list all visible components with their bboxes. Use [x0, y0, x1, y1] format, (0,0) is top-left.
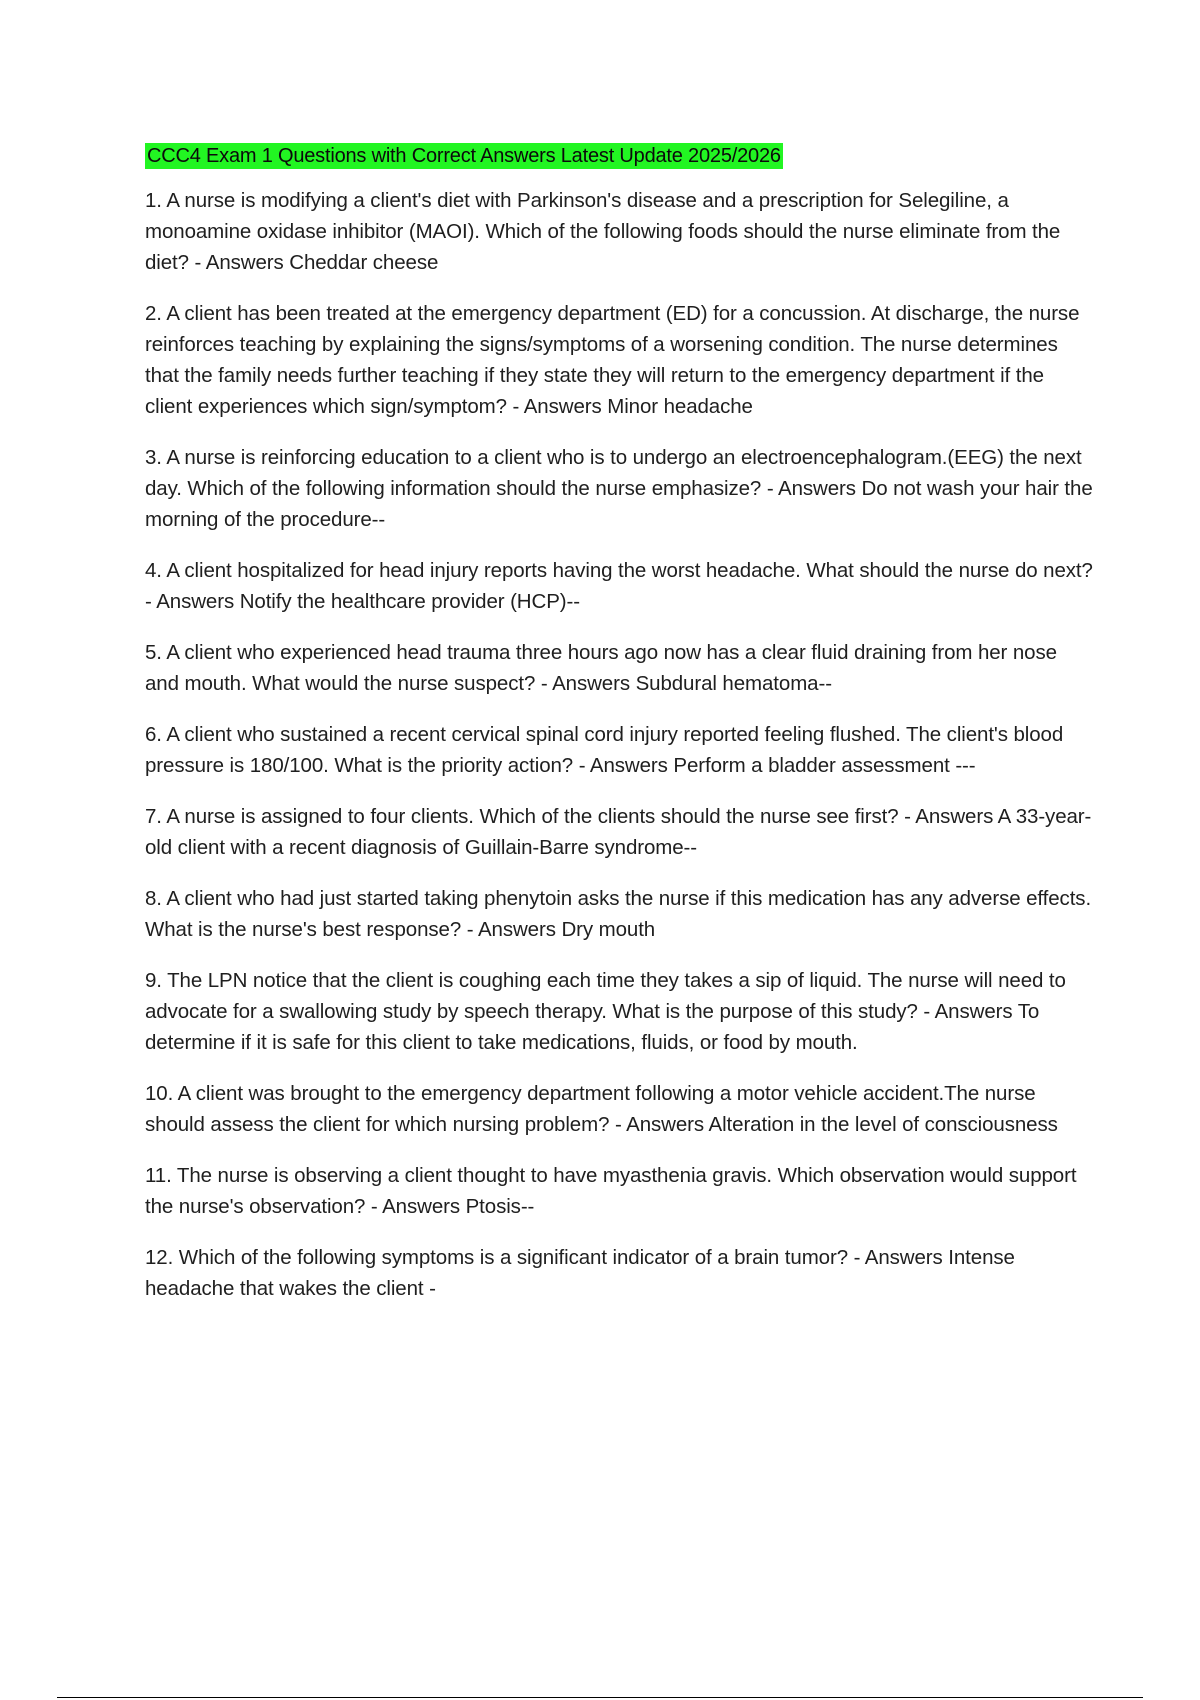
- question-item-3: 3. A nurse is reinforcing education to a client who is to undergo an electroencephalogram.(EEG) the next day. Which of the following information should the nurse emphasize? - Answers Do not wash your hair the morning of the procedure--: [145, 446, 1093, 531]
- question-item-8: 8. A client who had just started taking phenytoin asks the nurse if this medication has any adverse effects. What is the nurse's best response? - Answers Dry mouth: [145, 887, 1092, 941]
- question-item-11: 11. The nurse is observing a client thought to have myasthenia gravis. Which observation would support the nurse's observation? - Answers Ptosis--: [145, 1164, 1077, 1218]
- question-item-1: 1. A nurse is modifying a client's diet with Parkinson's disease and a prescription for Selegiline, a monoamine oxidase inhibitor (MAOI). Which of the following foods should the nurse eliminate from the diet? - Answers Cheddar cheese: [145, 189, 1061, 274]
- question-item-10: 10. A client was brought to the emergency department following a motor vehicle accident.The nurse should assess the client for which nursing problem? - Answers Alteration in the level of consciousness: [145, 1082, 1058, 1136]
- question-item-2: 2. A client has been treated at the emergency department (ED) for a concussion. At discharge, the nurse reinforces teaching by explaining the signs/symptoms of a worsening condition. The nurse determines that the family needs further teaching if they state they will return to the emergency department if the client experiences which sign/symptom? - Answers Minor headache: [145, 302, 1080, 418]
- question-item-5: 5. A client who experienced head trauma three hours ago now has a clear fluid draining from her nose and mouth. What would the nurse suspect? - Answers Subdural hematoma--: [145, 641, 1057, 695]
- document-title: CCC4 Exam 1 Questions with Correct Answers Latest Update 2025/2026: [147, 145, 781, 167]
- question-item-9: 9. The LPN notice that the client is coughing each time they takes a sip of liquid. The nurse will need to advocate for a swallowing study by speech therapy. What is the purpose of this study? - Answers To determine if it is safe for this client to take medications, fluids, or food by mouth.: [145, 969, 1066, 1054]
- question-list: [145, 185, 1095, 1304]
- question-item-7: 7. A nurse is assigned to four clients. Which of the clients should the nurse see first? - Answers A 33-year-old client with a recent diagnosis of Guillain-Barre syndrome--: [145, 805, 1092, 859]
- question-item-12: 12. Which of the following symptoms is a significant indicator of a brain tumor? - Answers Intense headache that wakes the client -: [145, 1246, 1015, 1300]
- document-content: [145, 143, 1095, 1324]
- question-item-4: 4. A client hospitalized for head injury reports having the worst headache. What should the nurse do next? - Answers Notify the healthcare provider (HCP)--: [145, 559, 1093, 613]
- page-bottom-divider: [57, 1697, 1143, 1698]
- question-item-6: 6. A client who sustained a recent cervical spinal cord injury reported feeling flushed. The client's blood pressure is 180/100. What is the priority action? - Answers Perform a bladder assessment ---: [145, 723, 1064, 777]
